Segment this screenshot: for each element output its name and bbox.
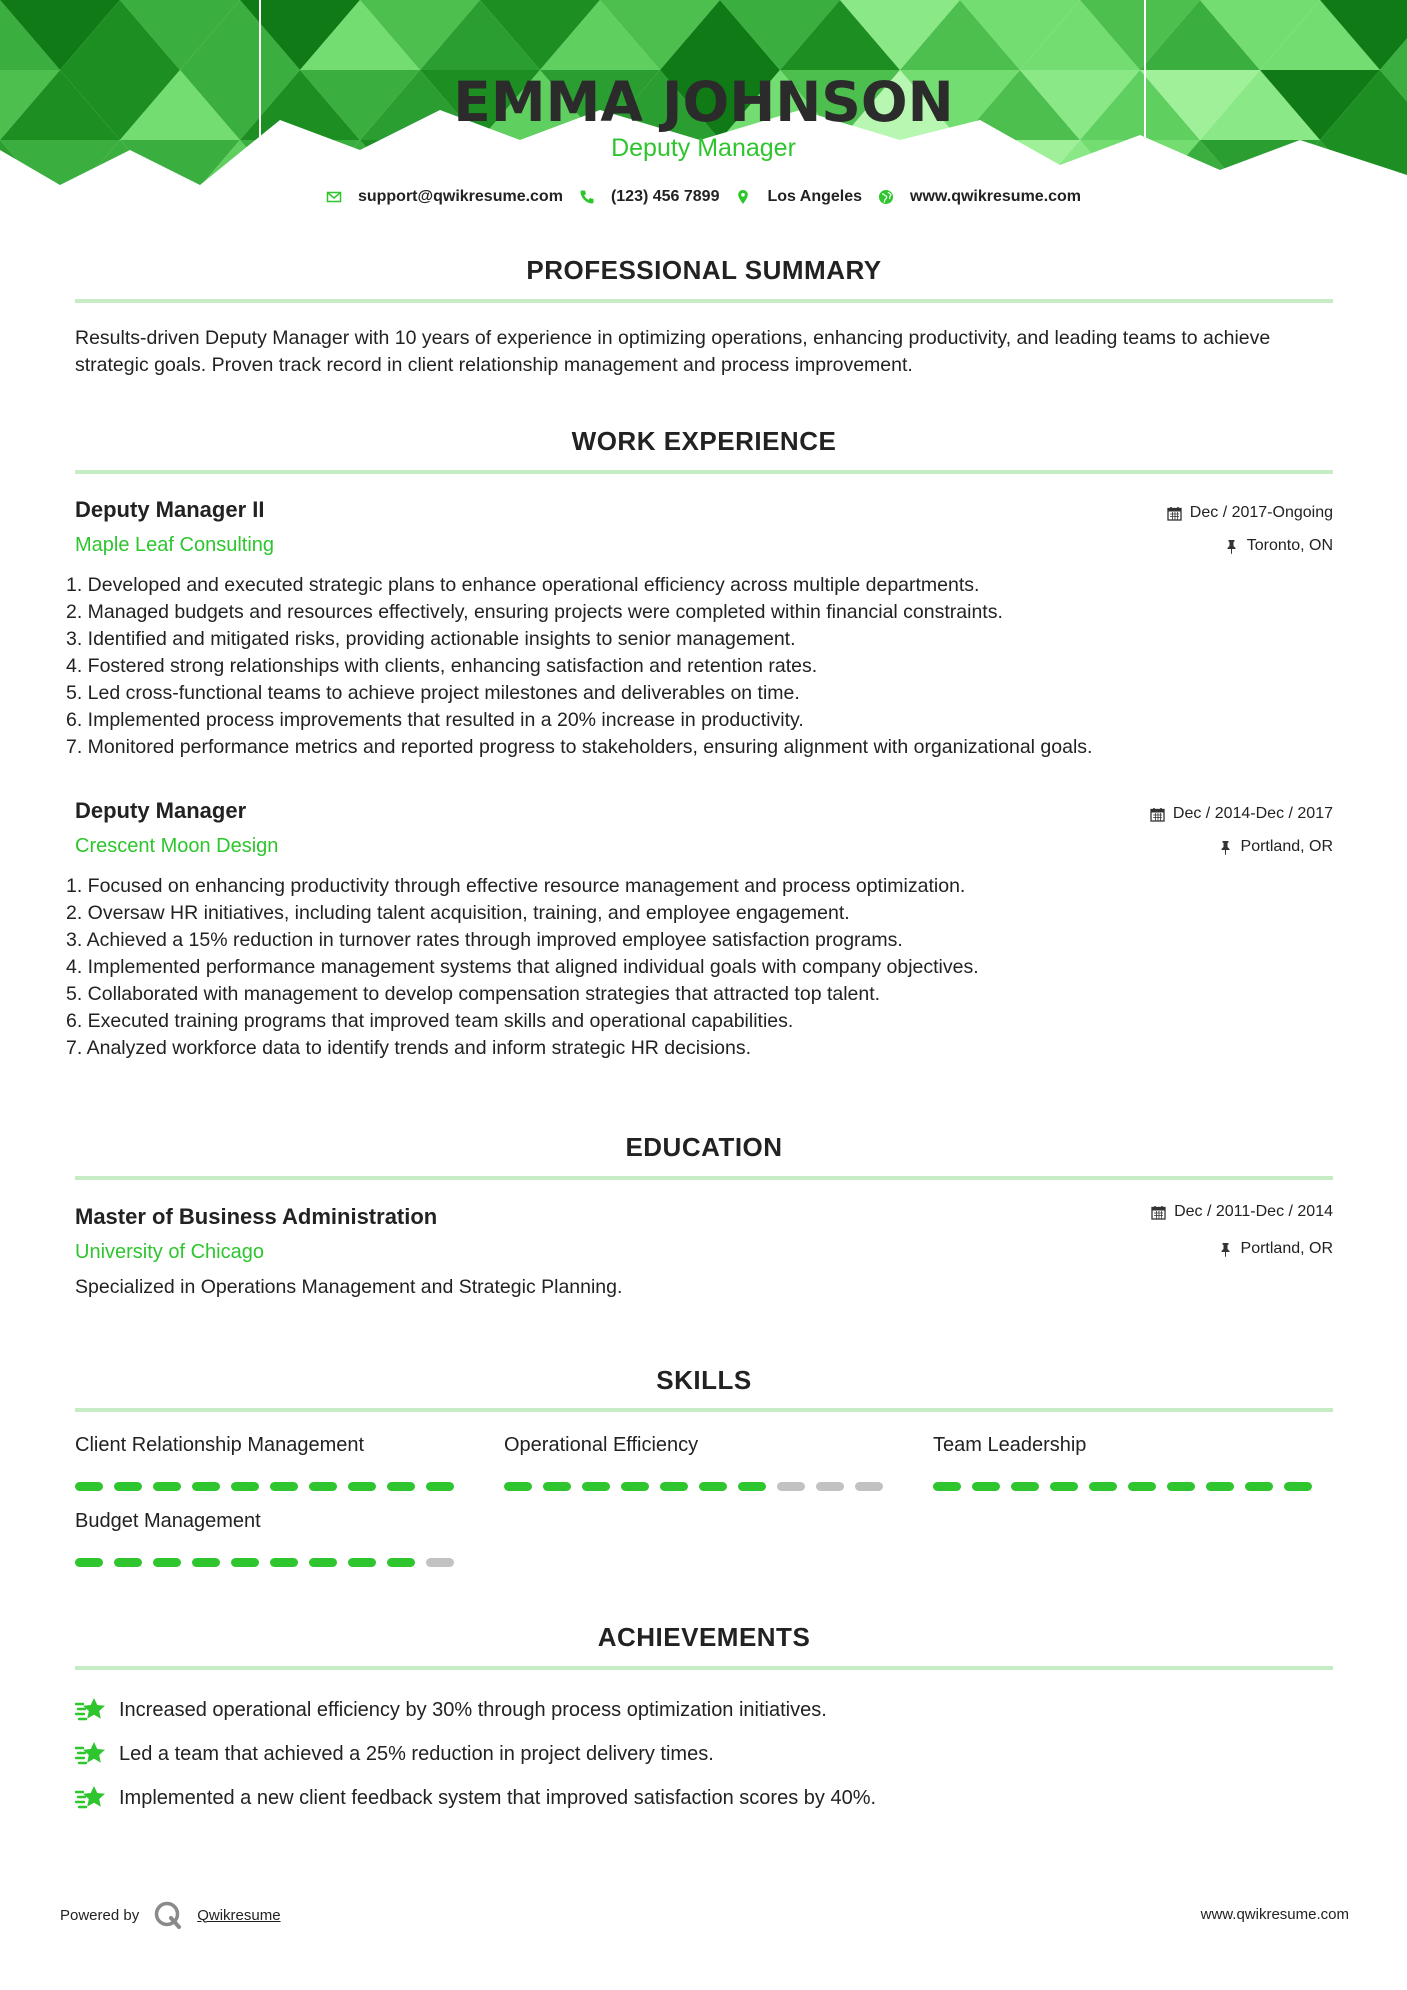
skill-dash-filled	[738, 1482, 766, 1491]
list-item	[75, 1688, 876, 1732]
skill-level-bar	[75, 1558, 455, 1567]
calendar-icon	[1167, 506, 1182, 521]
achievement-text: Led a team that achieved a 25% reduction in project delivery times.	[119, 1742, 714, 1765]
qwikresume-logo-icon	[153, 1900, 183, 1930]
pushpin-icon	[1218, 840, 1233, 855]
skill-dash-empty	[855, 1482, 883, 1491]
skill-dash-filled	[972, 1482, 1000, 1491]
list-item	[75, 1732, 876, 1776]
candidate-name: EMMA JOHNSON	[453, 70, 954, 134]
skill-dash-filled	[192, 1558, 220, 1567]
skill-level-bar	[504, 1482, 884, 1491]
job-title: Deputy Manager	[75, 798, 247, 823]
skill-item	[75, 1434, 455, 1491]
job-bullets	[66, 873, 1336, 1062]
skill-dash-filled	[270, 1482, 298, 1491]
skill-dash-filled	[75, 1482, 103, 1491]
contact-website-text: www.qwikresume.com	[910, 188, 1082, 205]
education-location-text: Portland, OR	[1240, 1240, 1333, 1257]
list-item: 4. Implemented performance management systems that aligned individual goals with company objectives.	[66, 956, 979, 978]
skills-heading: SKILLS	[656, 1365, 752, 1395]
job-location	[1224, 537, 1333, 555]
shooting-star-icon	[75, 1739, 109, 1769]
list-item: 5. Led cross-functional teams to achieve project milestones and deliverables on time.	[66, 682, 800, 704]
skill-dash-filled	[309, 1482, 337, 1491]
skill-dash-filled	[114, 1558, 142, 1567]
skill-dash-filled	[231, 1482, 259, 1491]
job-location	[1218, 838, 1333, 856]
map-marker-icon	[735, 189, 751, 205]
candidate-role: Deputy Manager	[611, 134, 796, 162]
shooting-star-icon	[75, 1695, 109, 1725]
skill-dash-filled	[1011, 1482, 1039, 1491]
calendar-icon	[1151, 1205, 1166, 1220]
skill-dash-filled	[543, 1482, 571, 1491]
skill-dash-filled	[1089, 1482, 1117, 1491]
degree-title: Master of Business Administration	[75, 1204, 438, 1229]
skill-dash-filled	[933, 1482, 961, 1491]
skill-dash-empty	[777, 1482, 805, 1491]
achievement-text: Increased operational efficiency by 30% through process optimization initiatives.	[119, 1698, 827, 1721]
list-item: 6. Executed training programs that improved team skills and operational capabilities.	[66, 1010, 794, 1032]
list-item: 5. Collaborated with management to develop compensation strategies that attracted top talent.	[66, 983, 881, 1005]
job-bullets	[66, 572, 1336, 761]
contact-location-text: Los Angeles	[767, 188, 863, 205]
experience-heading: WORK EXPERIENCE	[571, 426, 837, 456]
skill-dash-filled	[1245, 1482, 1273, 1491]
skill-dash-filled	[699, 1482, 727, 1491]
achievements-heading: ACHIEVEMENTS	[597, 1622, 811, 1652]
skill-dash-filled	[309, 1558, 337, 1567]
contact-phone[interactable]	[579, 188, 720, 206]
skill-dash-filled	[153, 1482, 181, 1491]
envelope-icon	[326, 189, 342, 205]
contact-email-text: support@qwikresume.com	[357, 188, 563, 205]
skill-dash-filled	[75, 1558, 103, 1567]
skill-dash-filled	[192, 1482, 220, 1491]
company-name: Maple Leaf Consulting	[75, 534, 275, 556]
summary-heading: PROFESSIONAL SUMMARY	[526, 255, 882, 285]
calendar-icon	[1150, 807, 1165, 822]
skill-dash-filled	[348, 1482, 376, 1491]
phone-icon	[579, 189, 595, 205]
skill-dash-filled	[426, 1482, 454, 1491]
pushpin-icon	[1218, 1242, 1233, 1257]
skill-dash-filled	[270, 1558, 298, 1567]
education-location	[1218, 1240, 1333, 1258]
skill-dash-filled	[1128, 1482, 1156, 1491]
skill-dash-filled	[1050, 1482, 1078, 1491]
job-dates	[1167, 504, 1333, 522]
skill-dash-filled	[114, 1482, 142, 1491]
contact-email[interactable]	[326, 188, 563, 206]
powered-by-label: Powered by	[60, 1906, 140, 1924]
job-dates-text: Dec / 2017-Ongoing	[1189, 504, 1333, 521]
qwikresume-link[interactable]: Qwikresume	[197, 1906, 281, 1924]
skill-dash-filled	[1167, 1482, 1195, 1491]
education-dates-text: Dec / 2011-Dec / 2014	[1174, 1203, 1333, 1220]
list-item: 7. Monitored performance metrics and reported progress to stakeholders, ensuring alignment with organizational goals.	[66, 736, 1093, 758]
job-dates	[1150, 805, 1333, 823]
skill-dash-filled	[348, 1558, 376, 1567]
list-item: 1. Developed and executed strategic plans to enhance operational efficiency across multiple departments.	[66, 574, 980, 596]
skill-dash-filled	[153, 1558, 181, 1567]
list-item: 4. Fostered strong relationships with clients, enhancing satisfaction and retention rates.	[66, 655, 818, 677]
contact-location	[735, 188, 862, 206]
achievements-divider	[75, 1666, 1333, 1670]
education-dates	[1151, 1203, 1333, 1221]
skill-dash-filled	[387, 1558, 415, 1567]
list-item: 2. Managed budgets and resources effectively, ensuring projects were completed within financial constraints.	[66, 601, 1003, 623]
skill-dash-filled	[621, 1482, 649, 1491]
list-item: 1. Focused on enhancing productivity through effective resource management and process optimization.	[66, 875, 966, 897]
list-item: 6. Implemented process improvements that resulted in a 20% increase in productivity.	[66, 709, 804, 731]
achievements-list	[75, 1688, 876, 1820]
contact-bar	[0, 188, 1407, 206]
skill-name: Client Relationship Management	[75, 1434, 365, 1456]
skill-level-bar	[75, 1482, 455, 1491]
list-item: 2. Oversaw HR initiatives, including talent acquisition, training, and employee engagement.	[66, 902, 850, 924]
footer-branding	[60, 1900, 281, 1930]
list-item: 3. Achieved a 15% reduction in turnover rates through improved employee satisfaction programs.	[66, 929, 903, 951]
globe-icon	[878, 189, 894, 205]
skill-dash-filled	[582, 1482, 610, 1491]
education-description: Specialized in Operations Management and Strategic Planning.	[75, 1276, 623, 1298]
skill-dash-filled	[504, 1482, 532, 1491]
summary-divider	[75, 299, 1333, 303]
skill-dash-empty	[426, 1558, 454, 1567]
education-divider	[75, 1176, 1333, 1180]
experience-divider	[75, 470, 1333, 474]
shooting-star-icon	[75, 1783, 109, 1813]
skill-dash-filled	[1284, 1482, 1312, 1491]
job-location-text: Portland, OR	[1240, 838, 1333, 855]
skill-dash-empty	[816, 1482, 844, 1491]
footer-website[interactable]: www.qwikresume.com	[1200, 1906, 1349, 1923]
skill-dash-filled	[1206, 1482, 1234, 1491]
skill-item	[933, 1434, 1313, 1491]
company-name: Crescent Moon Design	[75, 835, 279, 857]
skill-dash-filled	[231, 1558, 259, 1567]
skill-dash-filled	[387, 1482, 415, 1491]
skill-item	[75, 1510, 455, 1567]
skill-item	[504, 1434, 884, 1491]
summary-text: Results-driven Deputy Manager with 10 years of experience in optimizing operations, enhancing productivity, and leading teams to achieve strategic goals. Proven track record in client relationship management and process improvement.	[75, 327, 1271, 376]
school-name: University of Chicago	[75, 1241, 264, 1263]
job-dates-text: Dec / 2014-Dec / 2017	[1172, 805, 1333, 822]
skill-name: Budget Management	[75, 1510, 261, 1532]
skill-dash-filled	[660, 1482, 688, 1491]
job-title: Deputy Manager II	[75, 497, 265, 522]
skills-divider	[75, 1408, 1333, 1412]
list-item	[75, 1776, 876, 1820]
skill-level-bar	[933, 1482, 1313, 1491]
contact-phone-text: (123) 456 7899	[610, 188, 720, 205]
achievement-text: Implemented a new client feedback system that improved satisfaction scores by 40%.	[119, 1786, 877, 1809]
pushpin-icon	[1224, 539, 1239, 554]
list-item: 7. Analyzed workforce data to identify trends and inform strategic HR decisions.	[66, 1037, 752, 1059]
list-item: 3. Identified and mitigated risks, providing actionable insights to senior management.	[66, 628, 796, 650]
skill-name: Operational Efficiency	[504, 1434, 699, 1456]
education-heading: EDUCATION	[625, 1132, 783, 1162]
job-location-text: Toronto, ON	[1246, 537, 1333, 554]
skill-name: Team Leadership	[933, 1434, 1087, 1456]
contact-website[interactable]	[878, 188, 1081, 206]
